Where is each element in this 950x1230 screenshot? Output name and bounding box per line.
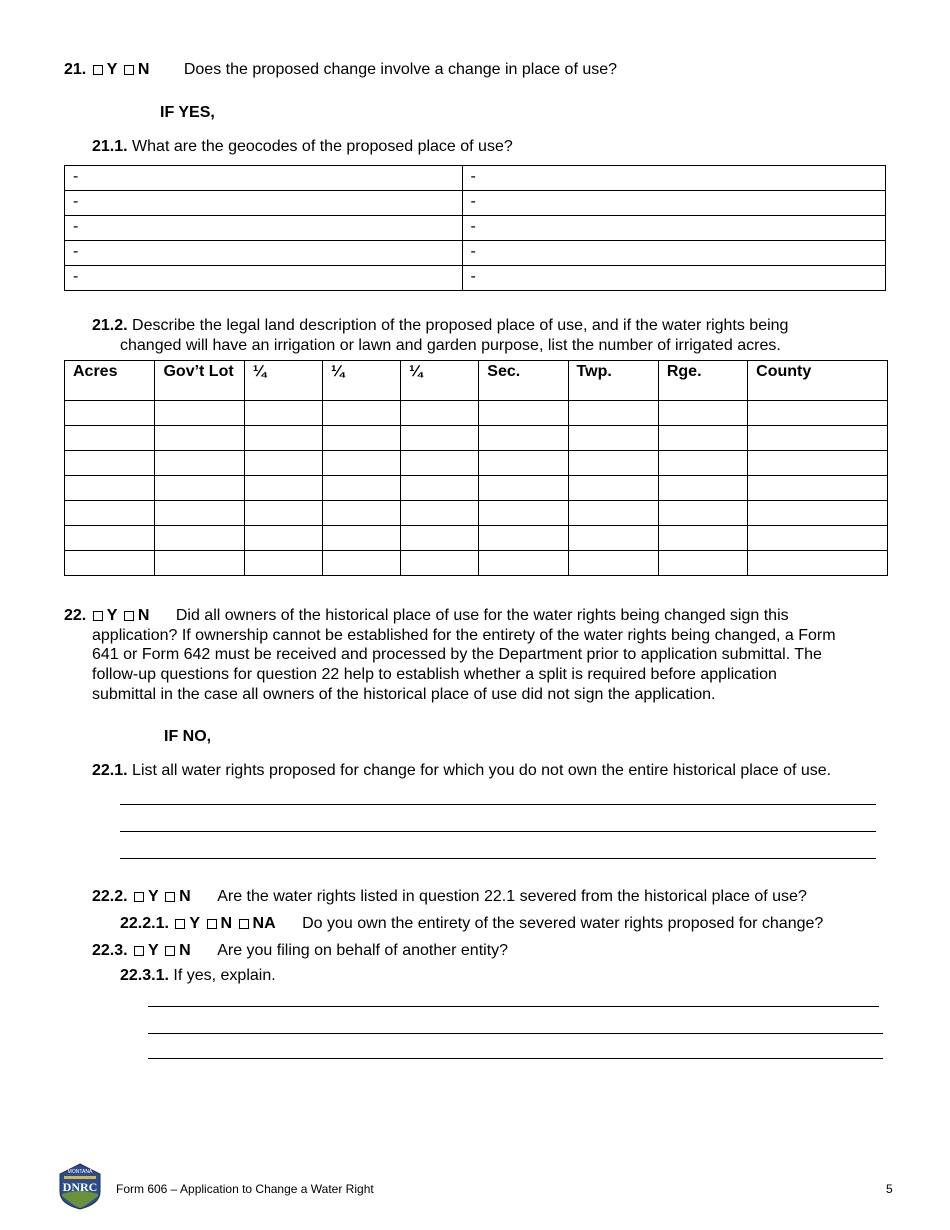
land-table-cell[interactable] xyxy=(479,451,568,476)
land-table-cell[interactable] xyxy=(568,476,658,501)
q22-line2: application? If ownership cannot be established for the entirety of the water rights being changed, a Form xyxy=(92,626,836,644)
logo-subtext: MONTANA xyxy=(67,1169,93,1175)
geocode-row xyxy=(65,191,886,216)
q22-3-no-label: N xyxy=(179,942,191,959)
land-table-cell[interactable] xyxy=(65,401,155,426)
geocode-cell[interactable]: - xyxy=(462,241,885,266)
q22-1-line xyxy=(92,762,831,780)
land-table-cell[interactable] xyxy=(479,426,568,451)
geocode-cell[interactable]: - xyxy=(65,166,463,191)
q22-yes-label: Y xyxy=(106,607,118,624)
land-table-cell[interactable] xyxy=(155,426,244,451)
q22-2-1-na-label: NA xyxy=(252,915,276,932)
q22-2-yes-label: Y xyxy=(148,888,159,905)
land-table-cell[interactable] xyxy=(323,476,401,501)
land-table-row xyxy=(65,426,888,451)
geocode-row xyxy=(65,166,886,191)
land-table-row xyxy=(65,401,888,426)
q22-2-1-na-checkbox[interactable] xyxy=(239,919,249,929)
land-table-cell[interactable] xyxy=(658,476,747,501)
q22-2-1-text: Do you own the entirety of the severed water rights proposed for change? xyxy=(302,915,824,932)
land-table-cell[interactable] xyxy=(479,501,568,526)
land-table-cell[interactable] xyxy=(479,551,568,576)
q22-3-text: Are you filing on behalf of another entity? xyxy=(217,942,509,959)
geocode-row xyxy=(65,266,886,291)
land-table-cell[interactable] xyxy=(401,526,479,551)
land-table-cell[interactable] xyxy=(748,401,888,426)
land-table-cell[interactable] xyxy=(658,451,747,476)
q22-3-yes-checkbox[interactable] xyxy=(134,946,144,956)
q22-line3: 641 or Form 642 must be received and processed by the Department prior to application submittal. The xyxy=(92,646,822,664)
land-table-cell[interactable] xyxy=(479,476,568,501)
q22-2-1-yes-checkbox[interactable] xyxy=(175,919,185,929)
q22-2-1-no-label: N xyxy=(220,915,233,932)
land-table-header: ¼ xyxy=(401,361,479,401)
q22-3-1-text: If yes, explain. xyxy=(173,967,276,984)
land-table-row xyxy=(65,501,888,526)
q22-2-1-line xyxy=(120,915,823,933)
land-table-cell[interactable] xyxy=(748,451,888,476)
land-table-header: Sec. xyxy=(479,361,568,401)
land-table-cell[interactable] xyxy=(65,551,155,576)
land-table-cell[interactable] xyxy=(748,526,888,551)
land-table-cell[interactable] xyxy=(658,526,747,551)
geocode-cell[interactable]: - xyxy=(65,266,463,291)
q22-2-1-yes-label: Y xyxy=(189,915,201,932)
q22-2-1-no-checkbox[interactable] xyxy=(207,919,217,929)
q22-block xyxy=(64,606,836,705)
q21-2-text-line1: Describe the legal land description of the proposed place of use, and if the water rights being xyxy=(132,317,789,334)
land-table-cell[interactable] xyxy=(155,401,244,426)
q21-1-line xyxy=(92,138,513,156)
land-table-cell[interactable] xyxy=(155,501,244,526)
land-table-cell[interactable] xyxy=(323,451,401,476)
logo-text: DNRC xyxy=(62,1180,98,1194)
q22-3-number: 22.3. xyxy=(92,942,128,959)
land-description-table xyxy=(64,360,888,576)
land-table-header: County xyxy=(748,361,888,401)
land-table-cell[interactable] xyxy=(65,426,155,451)
land-table-cell[interactable] xyxy=(658,426,747,451)
land-table-cell[interactable] xyxy=(748,501,888,526)
q22-line5: submittal in the case all owners of the historical place of use did not sign the application. xyxy=(92,685,716,703)
land-table-cell[interactable] xyxy=(568,526,658,551)
land-table-cell[interactable] xyxy=(401,426,479,451)
land-table-cell[interactable] xyxy=(568,551,658,576)
land-table-cell[interactable] xyxy=(658,501,747,526)
land-table-cell[interactable] xyxy=(65,476,155,501)
land-table-cell[interactable] xyxy=(65,451,155,476)
q21-1-text: What are the geocodes of the proposed place of use? xyxy=(132,138,513,155)
land-table-row xyxy=(65,476,888,501)
q22-1-answer-line-2[interactable] xyxy=(120,831,876,832)
land-table-cell[interactable] xyxy=(748,426,888,451)
land-table-cell[interactable] xyxy=(401,551,479,576)
land-table-header: Twp. xyxy=(568,361,658,401)
land-table-cell[interactable] xyxy=(244,501,322,526)
geocode-cell[interactable]: - xyxy=(65,241,463,266)
land-table-cell[interactable] xyxy=(568,501,658,526)
land-table-header: ¼ xyxy=(323,361,401,401)
geocode-row xyxy=(65,216,886,241)
q22-if-no: IF NO, xyxy=(164,728,212,745)
geocode-cell[interactable]: - xyxy=(65,191,463,216)
q21-2-text-line2: changed will have an irrigation or lawn and garden purpose, list the number of irrigated acres. xyxy=(120,336,781,354)
q22-3-no-checkbox[interactable] xyxy=(165,946,175,956)
land-table-cell[interactable] xyxy=(155,551,244,576)
q21-line xyxy=(64,61,617,79)
q21-number: 21. xyxy=(64,61,87,78)
land-table-row xyxy=(65,451,888,476)
geocode-cell[interactable]: - xyxy=(462,191,885,216)
geocode-cell[interactable]: - xyxy=(462,166,885,191)
land-table-header: Rge. xyxy=(658,361,747,401)
q22-no-label: N xyxy=(137,607,150,624)
land-table-cell[interactable] xyxy=(568,451,658,476)
q22-2-no-checkbox[interactable] xyxy=(165,892,175,902)
land-table-cell[interactable] xyxy=(65,526,155,551)
q22-1-answer-line-1[interactable] xyxy=(120,804,876,805)
q22-3-1-answer-line-1[interactable] xyxy=(148,1006,879,1007)
land-table-cell[interactable] xyxy=(658,401,747,426)
land-table-cell[interactable] xyxy=(244,426,322,451)
land-table-header: ¼ xyxy=(244,361,322,401)
q22-line1: Did all owners of the historical place of use for the water rights being changed sign this xyxy=(175,607,789,624)
q21-question: Does the proposed change involve a change in place of use? xyxy=(183,61,618,78)
land-table-cell[interactable] xyxy=(401,401,479,426)
land-table-cell[interactable] xyxy=(568,401,658,426)
land-table-cell[interactable] xyxy=(401,451,479,476)
q21-2-text xyxy=(92,316,788,355)
land-table-cell[interactable] xyxy=(401,501,479,526)
land-table-cell[interactable] xyxy=(323,501,401,526)
geocode-cell[interactable]: - xyxy=(462,266,885,291)
q21-2-number: 21.2. xyxy=(92,317,128,334)
q21-1-number: 21.1. xyxy=(92,138,128,155)
q22-2-text: Are the water rights listed in question 22.1 severed from the historical place of use? xyxy=(217,888,807,905)
land-table-cell[interactable] xyxy=(244,526,322,551)
footer-page-number: 5 xyxy=(886,1182,893,1196)
land-table-cell[interactable] xyxy=(323,401,401,426)
land-table-cell[interactable] xyxy=(658,551,747,576)
land-table-cell[interactable] xyxy=(323,426,401,451)
q21-yes-label: Y xyxy=(106,61,118,78)
q22-3-yes-label: Y xyxy=(148,942,159,959)
q22-3-1-line xyxy=(120,967,276,985)
q22-1-text: List all water rights proposed for change for which you do not own the entire historical place of use. xyxy=(132,762,832,779)
land-table-cell[interactable] xyxy=(401,476,479,501)
q21-no-label: N xyxy=(137,61,150,78)
q22-no-checkbox[interactable] xyxy=(124,611,134,621)
land-table-cell[interactable] xyxy=(479,526,568,551)
land-table-cell[interactable] xyxy=(479,401,568,426)
land-table-cell[interactable] xyxy=(155,476,244,501)
q21-no-checkbox[interactable] xyxy=(124,65,134,75)
land-table-cell[interactable] xyxy=(748,551,888,576)
geocode-row xyxy=(65,241,886,266)
q22-2-number: 22.2. xyxy=(92,888,128,905)
land-table-header: Acres xyxy=(65,361,155,401)
dnrc-logo xyxy=(56,1162,104,1210)
q22-yes-checkbox[interactable] xyxy=(93,611,103,621)
land-table-cell[interactable] xyxy=(244,551,322,576)
q22-3-line xyxy=(92,942,508,960)
q21-if-yes: IF YES, xyxy=(160,104,215,121)
q21-yes-checkbox[interactable] xyxy=(93,65,103,75)
land-table-cell[interactable] xyxy=(155,451,244,476)
geocode-cell[interactable]: - xyxy=(65,216,463,241)
land-table-cell[interactable] xyxy=(244,476,322,501)
land-table-header: Gov’t Lot xyxy=(155,361,244,401)
q22-2-no-label: N xyxy=(179,888,191,905)
q22-line4: follow-up questions for question 22 help to establish whether a split is required before application xyxy=(92,666,777,684)
land-table-cell[interactable] xyxy=(155,526,244,551)
land-table-cell[interactable] xyxy=(65,501,155,526)
geocode-table xyxy=(64,165,886,291)
q22-1-answer-line-3[interactable] xyxy=(120,858,876,859)
q22-2-1-number: 22.2.1. xyxy=(120,915,169,932)
q22-3-1-answer-line-3[interactable] xyxy=(148,1058,883,1059)
geocode-cell[interactable]: - xyxy=(462,216,885,241)
q22-1-number: 22.1. xyxy=(92,762,128,779)
q22-3-1-answer-line-2[interactable] xyxy=(148,1033,883,1034)
q22-3-1-number: 22.3.1. xyxy=(120,967,169,984)
footer-form-title: Form 606 – Application to Change a Water Right xyxy=(116,1182,374,1196)
q22-2-yes-checkbox[interactable] xyxy=(134,892,144,902)
q22-2-line xyxy=(92,888,807,906)
land-table-cell[interactable] xyxy=(568,426,658,451)
land-table-cell[interactable] xyxy=(748,476,888,501)
land-table-row xyxy=(65,551,888,576)
land-table-cell[interactable] xyxy=(244,401,322,426)
land-table-row xyxy=(65,526,888,551)
land-table-cell[interactable] xyxy=(323,551,401,576)
land-table-cell[interactable] xyxy=(323,526,401,551)
q22-number: 22. xyxy=(64,607,87,624)
land-table-cell[interactable] xyxy=(244,451,322,476)
